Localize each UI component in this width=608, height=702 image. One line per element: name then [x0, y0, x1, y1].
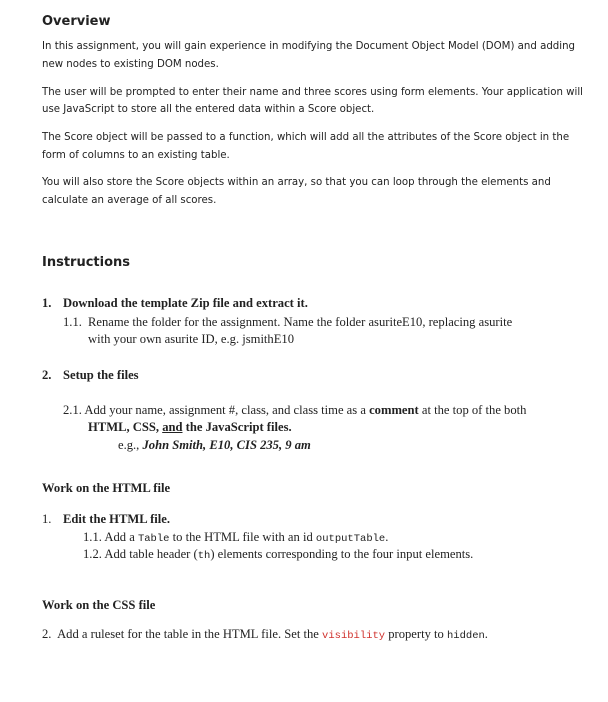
- overview-paragraph-4-line-1: You will also store the Score objects within an array, so that you can loop through the elements and: [42, 177, 551, 188]
- example-text: John Smith, E10, CIS 235, 9 am: [142, 438, 311, 452]
- instruction-2-1-text-b: at the top of the both: [421, 403, 527, 417]
- html-step-1-2-number: 1.2.: [83, 547, 102, 561]
- code-th: th: [197, 550, 211, 562]
- html-step-1-1-period: .: [385, 530, 389, 544]
- html-step-1-1-number: 1.1.: [83, 530, 102, 544]
- css-step-number: 2.: [42, 627, 52, 641]
- example-line: [118, 438, 311, 453]
- html-section-heading: Work on the HTML file: [42, 481, 171, 495]
- overview-paragraph-3-line-1: The Score object will be passed to a function, which will add all the attributes of the Score object in the: [42, 132, 570, 143]
- overview-paragraph-3-line-2: form of columns to an existing table.: [42, 150, 230, 161]
- instructions-heading: Instructions: [42, 255, 131, 270]
- css-step-text-b: property to: [388, 627, 444, 641]
- instruction-2-1-line-1: [63, 403, 526, 418]
- overview-paragraph-1-line-2: new nodes to existing DOM nodes.: [42, 59, 219, 70]
- instruction-1-1-number: 1.1.: [63, 315, 82, 329]
- overview-paragraph-2-line-1: The user will be prompted to enter their name and three scores using form elements. Your application will: [42, 87, 583, 98]
- code-table: Table: [137, 533, 170, 545]
- files-list-b: the JavaScript files.: [185, 420, 292, 434]
- overview-heading: Overview: [42, 14, 111, 29]
- instruction-1-number: 1.: [42, 296, 52, 310]
- overview-paragraph-1-line-1: In this assignment, you will gain experience in modifying the Document Object Model (DOM) and adding: [42, 41, 576, 52]
- css-step-text-a: Add a ruleset for the table in the HTML file. Set the: [57, 627, 319, 641]
- files-list-and: and: [162, 420, 183, 434]
- instruction-2-1-line-2: [88, 420, 292, 435]
- instruction-2-number: 2.: [42, 368, 52, 382]
- css-step-period: .: [484, 627, 488, 641]
- files-list-a: HTML, CSS,: [88, 420, 160, 434]
- code-output-table: outputTable: [315, 533, 386, 545]
- overview-paragraph-4-line-2: calculate an average of all scores.: [42, 195, 217, 206]
- instruction-2-1-number: 2.1.: [63, 403, 82, 417]
- code-visibility: visibility: [322, 630, 386, 642]
- html-step-1-1: [83, 530, 388, 545]
- css-section-heading: Work on the CSS file: [42, 598, 156, 612]
- html-step-1-1-text-b: to the HTML file with an id: [172, 530, 313, 544]
- html-step-number: 1.: [42, 512, 52, 526]
- instruction-1-1-line-2: with your own asurite ID, e.g. jsmithE10: [88, 332, 295, 346]
- instruction-1-title: Download the template Zip file and extract it.: [63, 296, 308, 310]
- instruction-1-1-line-1: Rename the folder for the assignment. Name the folder asuriteE10, replacing asurite: [88, 315, 513, 329]
- html-step-title: Edit the HTML file.: [63, 512, 171, 526]
- css-step: [42, 627, 488, 642]
- instruction-2-title: Setup the files: [63, 368, 139, 382]
- instruction-2-1-text-a: Add your name, assignment #, class, and class time as a: [84, 403, 366, 417]
- example-prefix: e.g.,: [118, 438, 140, 452]
- html-step-1-1-text-a: Add a: [104, 530, 135, 544]
- overview-paragraph-2-line-2: use JavaScript to store all the entered data within a Score object.: [42, 104, 375, 115]
- html-step-1-2-text-a: Add table header (: [104, 547, 198, 561]
- comment-keyword: comment: [369, 403, 419, 417]
- html-step-1-2-text-b: ) elements corresponding to the four input elements.: [210, 547, 474, 561]
- html-step-1-2: [83, 547, 473, 562]
- code-hidden: hidden: [446, 630, 485, 642]
